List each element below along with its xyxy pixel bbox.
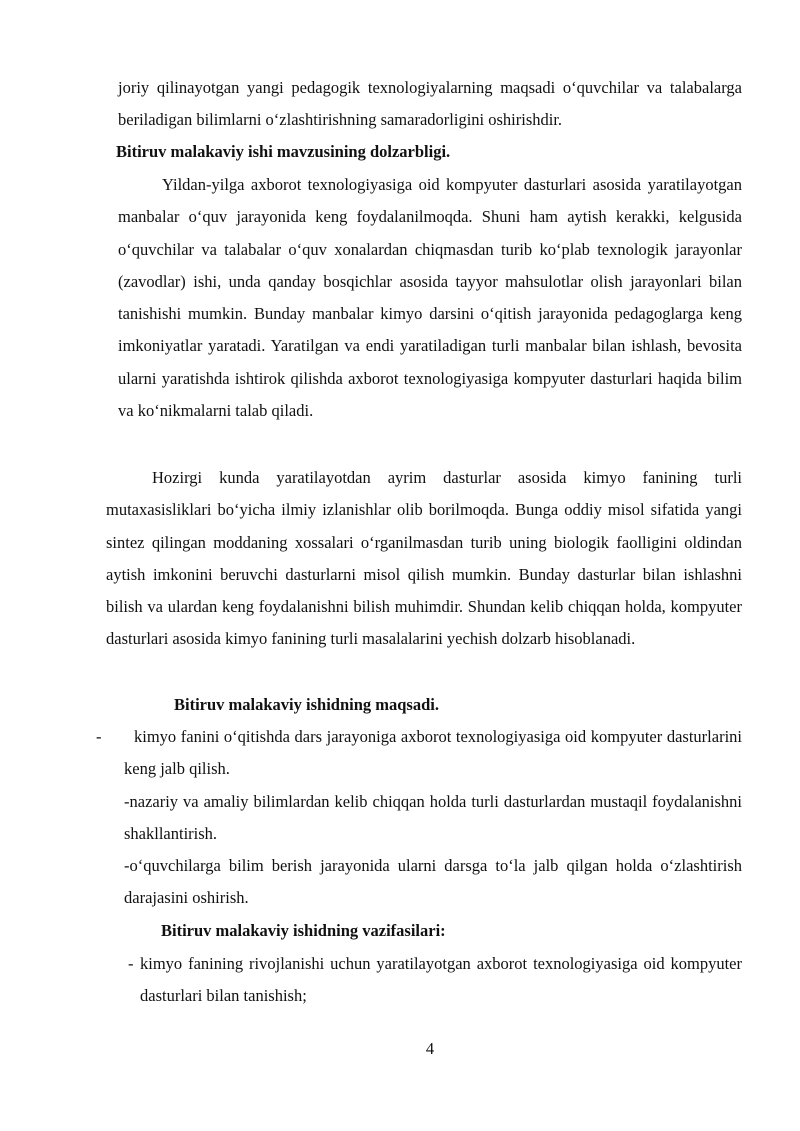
research-paragraph: Hozirgi kunda yaratilayotdan ayrim dasturlar asosida kimyo fanining turli mutaxasisliklari bo‘yicha ilmiy izlanishlar olib borilmoqda. Bunga oddiy misol sifatida yangi sintez qilingan moddaning xossalari o‘rganilmasdan turib uning biologik faolligini oldindan aytish imkonini beruvchi dasturlarni misol qilish mumkin. Bunday dasturlar bilan ishlashni bilish va ulardan keng foydalanishni bilish muhimdir. Shundan kelib chiqqan holda, kompyuter dasturlari asosida kimyo fanining turli masalalarini yechish dolzarb hisoblanadi. [106,468,742,649]
goal-item-1: kimyo fanini o‘qitishda dars jarayoniga axborot texnologiyasiga oid kompyuter dasturlarini keng jalb qilish. [124,727,742,779]
task-list-dash: - [128,954,134,973]
task-item-1: kimyo fanining rivojlanishi uchun yaratilayotgan axborot texnologiyasiga oid kompyuter dasturlari bilan tanishish; [140,954,742,1006]
heading-tasks: Bitiruv malakaviy ishidning vazifasilari: [161,921,446,940]
goal-list-dash: - [96,727,102,746]
heading-relevance: Bitiruv malakaviy ishi mavzusining dolzarbligi. [116,142,451,161]
heading-goal: Bitiruv malakaviy ishidning maqsadi. [174,695,439,714]
goal-item-3: -o‘quvchilarga bilim berish jarayonida ularni darsga to‘la jalb qilgan holda o‘zlashtirish darajasini oshirish. [124,856,742,908]
page-number: 4 [425,1039,435,1058]
goal-item-2: -nazariy va amaliy bilimlardan kelib chiqqan holda turli dasturlardan mustaqil foydalanishni shakllantirish. [124,792,742,844]
intro-paragraph: joriy qilinayotgan yangi pedagogik texnologiyalarning maqsadi o‘quvchilar va talabalarga beriladigan bilimlarni o‘zlashtirishning samaradorligini oshirishdir. [118,78,742,130]
relevance-paragraph: Yildan-yilga axborot texnologiyasiga oid kompyuter dasturlari asosida yaratilayotgan manbalar o‘quv jarayonida keng foydalanilmoqda. Shuni ham aytish kerakki, kelgusida o‘quvchilar va talabalar o‘quv xonalardan chiqmasdan turib ko‘plab texnologik jarayonlar (zavodlar) ishi, unda qanday bosqichlar asosida tayyor mahsulotlar olish jarayonlari bilan tanishishi mumkin. Bunday manbalar kimyo darsini o‘qitish jarayonida pedagoglarga keng imkoniyatlar yaratadi. Yaratilgan va endi yaratiladigan turli manbalar bilan ishlash, bevosita ularni yaratishda ishtirok qilishda axborot texnologiyasiga kompyuter dasturlari haqida bilim va ko‘nikmalarni talab qiladi. [118,175,742,421]
